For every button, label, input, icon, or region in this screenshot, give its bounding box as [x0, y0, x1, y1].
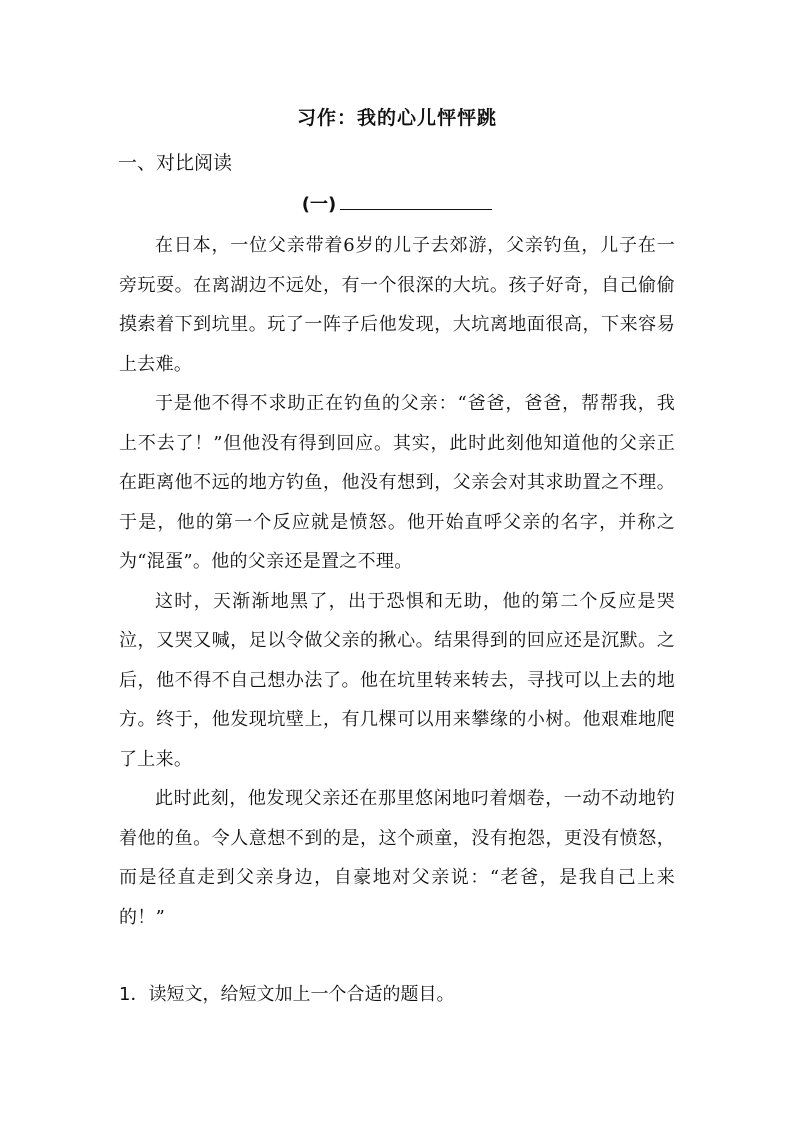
paragraph-4: 此时此刻，他发现父亲还在那里悠闲地叼着烟卷，一动不动地钓着他的鱼。令人意想不到的是，这个顽童，没有抱怨，更没有愤怒，而是径直走到父亲身边，自豪地对父亲说：“老爸，是我自己上来的！” — [119, 788, 675, 928]
document-title: 习作：我的心儿怦怦跳 — [296, 107, 497, 129]
section-heading: 一、对比阅读 — [118, 152, 233, 174]
question-1: 1．读短文，给短文加上一个合适的题目。 — [119, 984, 455, 1005]
paragraph-1: 在日本，一位父亲带着6岁的儿子去郊游，父亲钓鱼，儿子在一旁玩耍。在离湖边不远处，有一个很深的大坑。孩子好奇，自己偷偷摸索着下到坑里。玩了一阵子后他发现，大坑离地面很高，下来容易上去难。 — [119, 235, 675, 375]
title-blank-line — [340, 191, 492, 210]
passage-body — [119, 226, 675, 937]
passage-heading — [0, 190, 794, 216]
paragraph-2: 于是他不得不求助正在钓鱼的父亲：“爸爸，爸爸，帮帮我，我上不去了！”但他没有得到回应。其实，此时此刻他知道他的父亲正在距离他不远的地方钓鱼，他没有想到，父亲会对其求助置之不理。于是，他的第一个反应就是愤怒。他开始直呼父亲的名字，并称之为“混蛋”。他的父亲还是置之不理。 — [119, 393, 675, 572]
passage-number: (一) — [301, 194, 337, 215]
paragraph-3: 这时，天渐渐地黑了，出于恐惧和无助，他的第二个反应是哭泣，又哭又喊，足以令做父亲的揪心。结果得到的回应还是沉默。之后，他不得不自己想办法了。他在坑里转来转去，寻找可以上去的地方。终于，他发现坑壁上，有几棵可以用来攀缘的小树。他艰难地爬了上来。 — [119, 590, 675, 770]
